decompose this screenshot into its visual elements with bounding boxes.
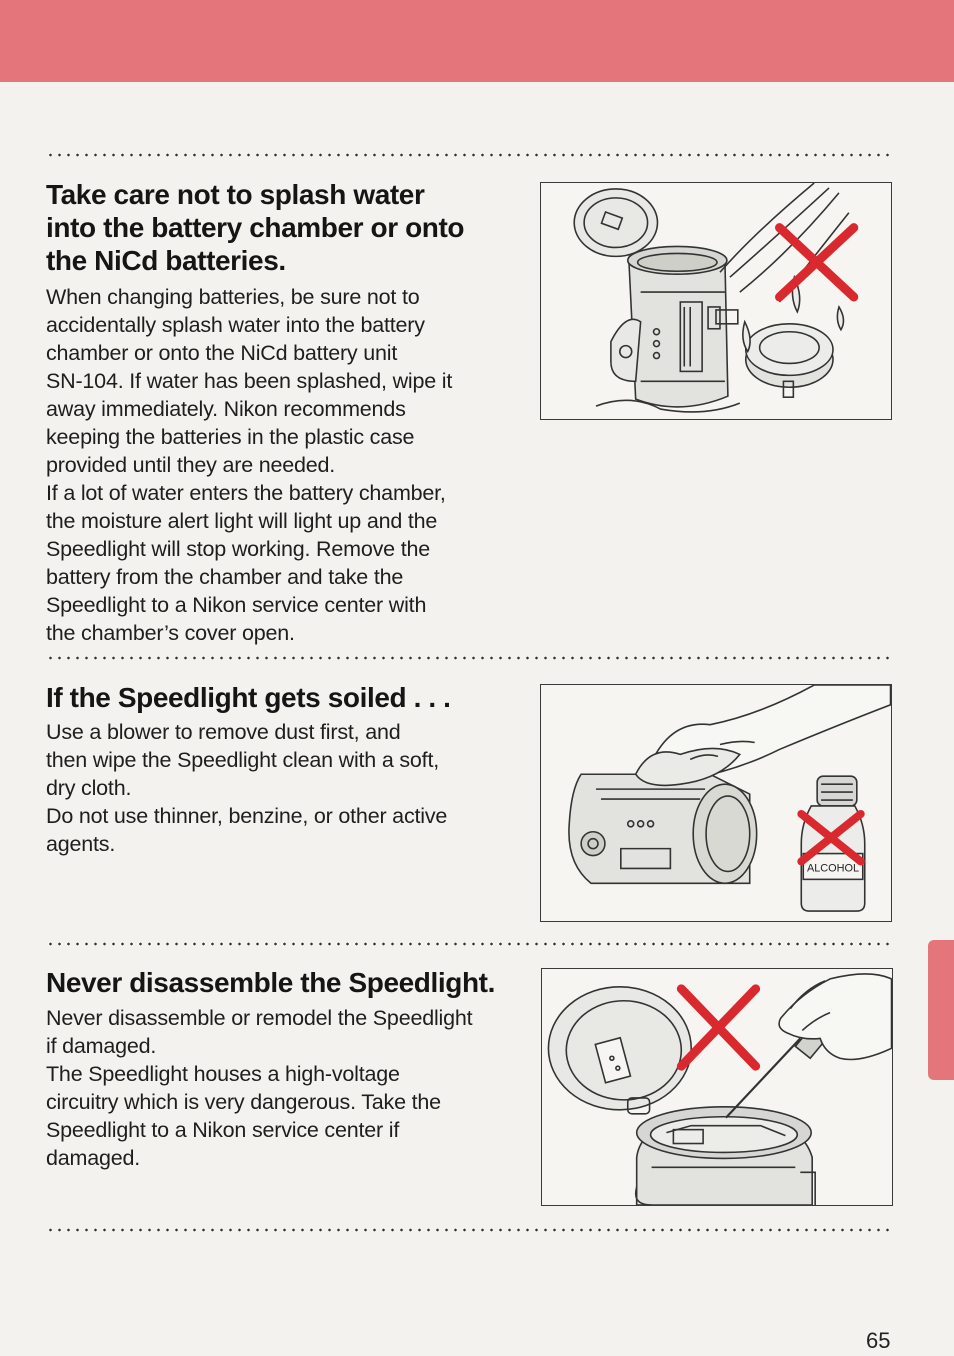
text-line: Never disassemble or remodel the Speedlight	[46, 1006, 473, 1030]
section-body-splash-water	[46, 283, 452, 647]
text-line: then wipe the Speedlight clean with a soft,	[46, 748, 439, 772]
paragraph	[46, 1060, 472, 1172]
text-line: If a lot of water enters the battery chamber,	[46, 481, 446, 505]
text-line: When changing batteries, be sure not to	[46, 285, 420, 309]
text-line: The Speedlight houses a high-voltage	[46, 1062, 400, 1086]
text-line: battery from the chamber and take the	[46, 565, 404, 589]
speedlight-screwdriver-drawing	[542, 969, 892, 1205]
text-line: if damaged.	[46, 1034, 157, 1058]
paragraph	[46, 802, 447, 858]
text-line: the chamber’s cover open.	[46, 621, 295, 645]
dotted-divider	[46, 153, 890, 157]
text-line: agents.	[46, 832, 116, 856]
speedlight-cleaning-drawing	[541, 685, 891, 921]
heading-line: If the Speedlight gets soiled . . .	[46, 682, 451, 713]
text-line: accidentally splash water into the battery	[46, 313, 425, 337]
section-heading-splash-water	[46, 178, 464, 277]
text-line: Use a blower to remove dust first, and	[46, 720, 401, 744]
text-line: dry cloth.	[46, 776, 132, 800]
heading-line: into the battery chamber or onto	[46, 212, 465, 243]
text-line: away immediately. Nikon recommends	[46, 397, 406, 421]
text-line: Speedlight to a Nikon service center if	[46, 1118, 400, 1142]
dotted-divider	[46, 942, 890, 946]
text-line: provided until they are needed.	[46, 453, 336, 477]
text-line: circuitry which is very dangerous. Take the	[46, 1090, 441, 1114]
heading-line: the NiCd batteries.	[46, 245, 286, 276]
prohibited-cross-icon	[681, 989, 755, 1066]
bottle-label: ALCOHOL	[806, 862, 860, 875]
paragraph	[46, 1004, 472, 1060]
dotted-divider	[46, 656, 890, 660]
text-line: Speedlight will stop working. Remove the	[46, 537, 430, 561]
text-line: damaged.	[46, 1146, 141, 1170]
section-body-disassemble	[46, 1004, 472, 1172]
text-line: SN-104. If water has been splashed, wipe it	[46, 369, 453, 393]
section-heading-disassemble	[46, 966, 495, 999]
section-heading-soiled	[46, 681, 451, 714]
paragraph	[46, 283, 452, 479]
text-line: keeping the batteries in the plastic case	[46, 425, 415, 449]
heading-line: Take care not to splash water	[46, 179, 425, 210]
illustration-cleaning	[540, 684, 892, 922]
paragraph	[46, 479, 452, 647]
prohibited-cross-icon	[779, 228, 853, 297]
header-color-band	[0, 0, 954, 82]
dotted-divider	[46, 1228, 890, 1232]
illustration-disassemble	[541, 968, 893, 1206]
text-line: Speedlight to a Nikon service center with	[46, 593, 427, 617]
heading-line: Never disassemble the Speedlight.	[46, 967, 495, 998]
page-number: 65	[866, 1328, 891, 1353]
illustration-water-splash	[540, 182, 892, 420]
text-line: Do not use thinner, benzine, or other active	[46, 804, 448, 828]
paragraph	[46, 718, 447, 802]
text-line: chamber or onto the NiCd battery unit	[46, 341, 398, 365]
section-body-soiled	[46, 718, 447, 858]
text-line: the moisture alert light will light up and the	[46, 509, 438, 533]
speedlight-water-splash-drawing	[541, 183, 891, 419]
section-thumb-tab	[928, 940, 954, 1080]
